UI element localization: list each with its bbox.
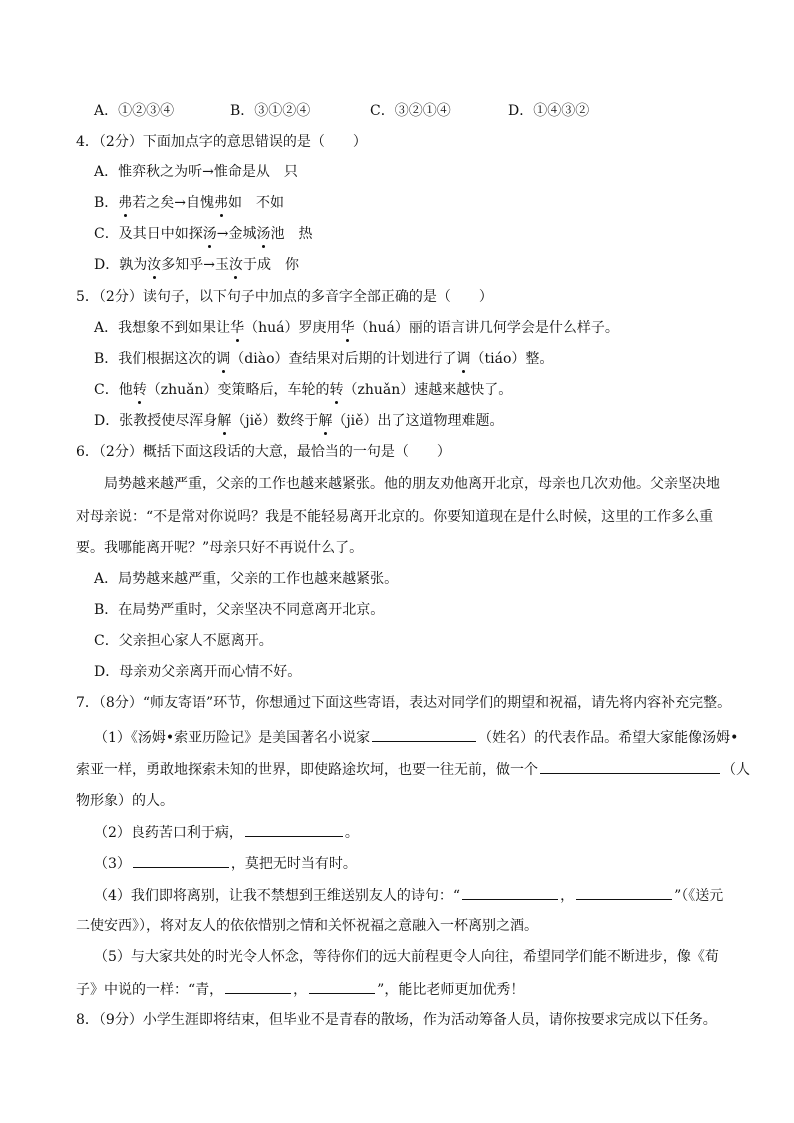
q3-option-d: D．①④③②	[508, 103, 590, 119]
q5-option-d: D．张教授使尽浑身解（jiě）数终于解（jiě）出了这道物理难题。	[94, 413, 504, 429]
q5-stem: 5．（2分）读句子，以下句子中加点的多音字全部正确的是（ ）	[76, 289, 493, 305]
q3-option-c: C．③②①④	[370, 103, 451, 119]
q4-option-d: D．孰为汝多知乎→玉汝于成 你	[94, 257, 299, 273]
q6-passage-line: 对母亲说：“不是常对你说吗？我是不能轻易离开北京的。你要知道现在是什么时候，这里的工作多么重	[76, 509, 714, 525]
q7-stem: 7．（8分）“师友寄语”环节，你想通过下面这些寄语，表达对同学们的期望和祝福，请先将内容补充完整。	[76, 695, 732, 711]
q6-passage-line: 要。我哪能离开呢？”母亲只好不再说什么了。	[76, 540, 364, 556]
q5-option-a: A．我想象不到如果让华（huá）罗庚用华（huá）丽的语言讲几何学会是什么样子。	[94, 320, 619, 336]
q7-s3: （3） ，莫把无时当有时。	[94, 853, 357, 874]
q6-option-c: C．父亲担心家人不愿离开。	[94, 633, 273, 649]
q7-s4-line2: 二使安西》），将对友人的依依惜别之情和关怀祝福之意融入一杯离别之酒。	[76, 918, 538, 934]
q5-option-b: B．我们根据这次的调（diào）查结果对后期的计划进行了调（tiáo）整。	[94, 351, 554, 367]
q3-options	[94, 101, 589, 121]
answer-blank[interactable]	[462, 885, 558, 900]
q7-s1-line1: （1）《汤姆•索亚历险记》是美国著名小说家 （姓名）的代表作品。希望大家能像汤姆•	[94, 727, 738, 748]
q7-s2: （2）良药苦口利于病， 。	[94, 822, 359, 843]
q6-option-d: D．母亲劝父亲离开而心情不好。	[94, 664, 302, 680]
q4-option-a: A．惟弈秋之为听→惟命是从 只	[94, 164, 298, 180]
answer-blank[interactable]	[133, 853, 229, 868]
answer-blank[interactable]	[372, 727, 476, 742]
answer-blank[interactable]	[225, 979, 291, 994]
q7-s1-line2: 索亚一样，勇敢地探索未知的世界，即使路途坎坷，也要一往无前，做一个 （人	[76, 759, 750, 780]
answer-blank[interactable]	[245, 822, 343, 837]
q3-option-b: B．③①②④	[230, 103, 311, 119]
q7-s5-line2: 子》中说的一样：“青， ， ”，能比老师更加优秀！	[76, 979, 524, 1000]
q7-s5-line1: （5）与大家共处的时光令人怀念，等待你们的远大前程更令人向往，希望同学们能不断进步，像《荀	[94, 949, 719, 965]
q6-option-a: A．局势越来越严重，父亲的工作也越来越紧张。	[94, 571, 399, 587]
q6-stem: 6．（2分）概括下面这段话的大意，最恰当的一句是（ ）	[76, 444, 451, 460]
q6-passage-line: 局势越来越严重，父亲的工作也越来越紧张。他的朋友劝他离开北京，母亲也几次劝他。父亲坚决地	[104, 476, 720, 492]
q7-s4-line1: （4）我们即将离别，让我不禁想到王维送别友人的诗句：“ ， ”（《送元	[94, 885, 723, 906]
q8-stem: 8．（9分）小学生涯即将结束，但毕业不是青春的散场，作为活动筹备人员，请你按要求完成以下任务。	[76, 1012, 717, 1028]
q6-option-b: B．在局势严重时，父亲坚决不同意离开北京。	[94, 602, 385, 618]
q4-option-b: B．弗若之矣→自愧弗如 不如	[94, 195, 285, 211]
q3-option-a: A．①②③④	[94, 103, 175, 119]
q4-stem: 4．（2分）下面加点字的意思错误的是（ ）	[76, 134, 367, 150]
q5-option-c: C．他转（zhuǎn）变策略后，车轮的转（zhuǎn）速越来越快了。	[94, 382, 513, 398]
q7-s1-line3: 物形象）的人。	[76, 793, 174, 809]
q4-option-c: C．及其日中如探汤→金城汤池 热	[94, 226, 313, 242]
answer-blank[interactable]	[540, 759, 720, 774]
answer-blank[interactable]	[576, 885, 672, 900]
answer-blank[interactable]	[309, 979, 375, 994]
